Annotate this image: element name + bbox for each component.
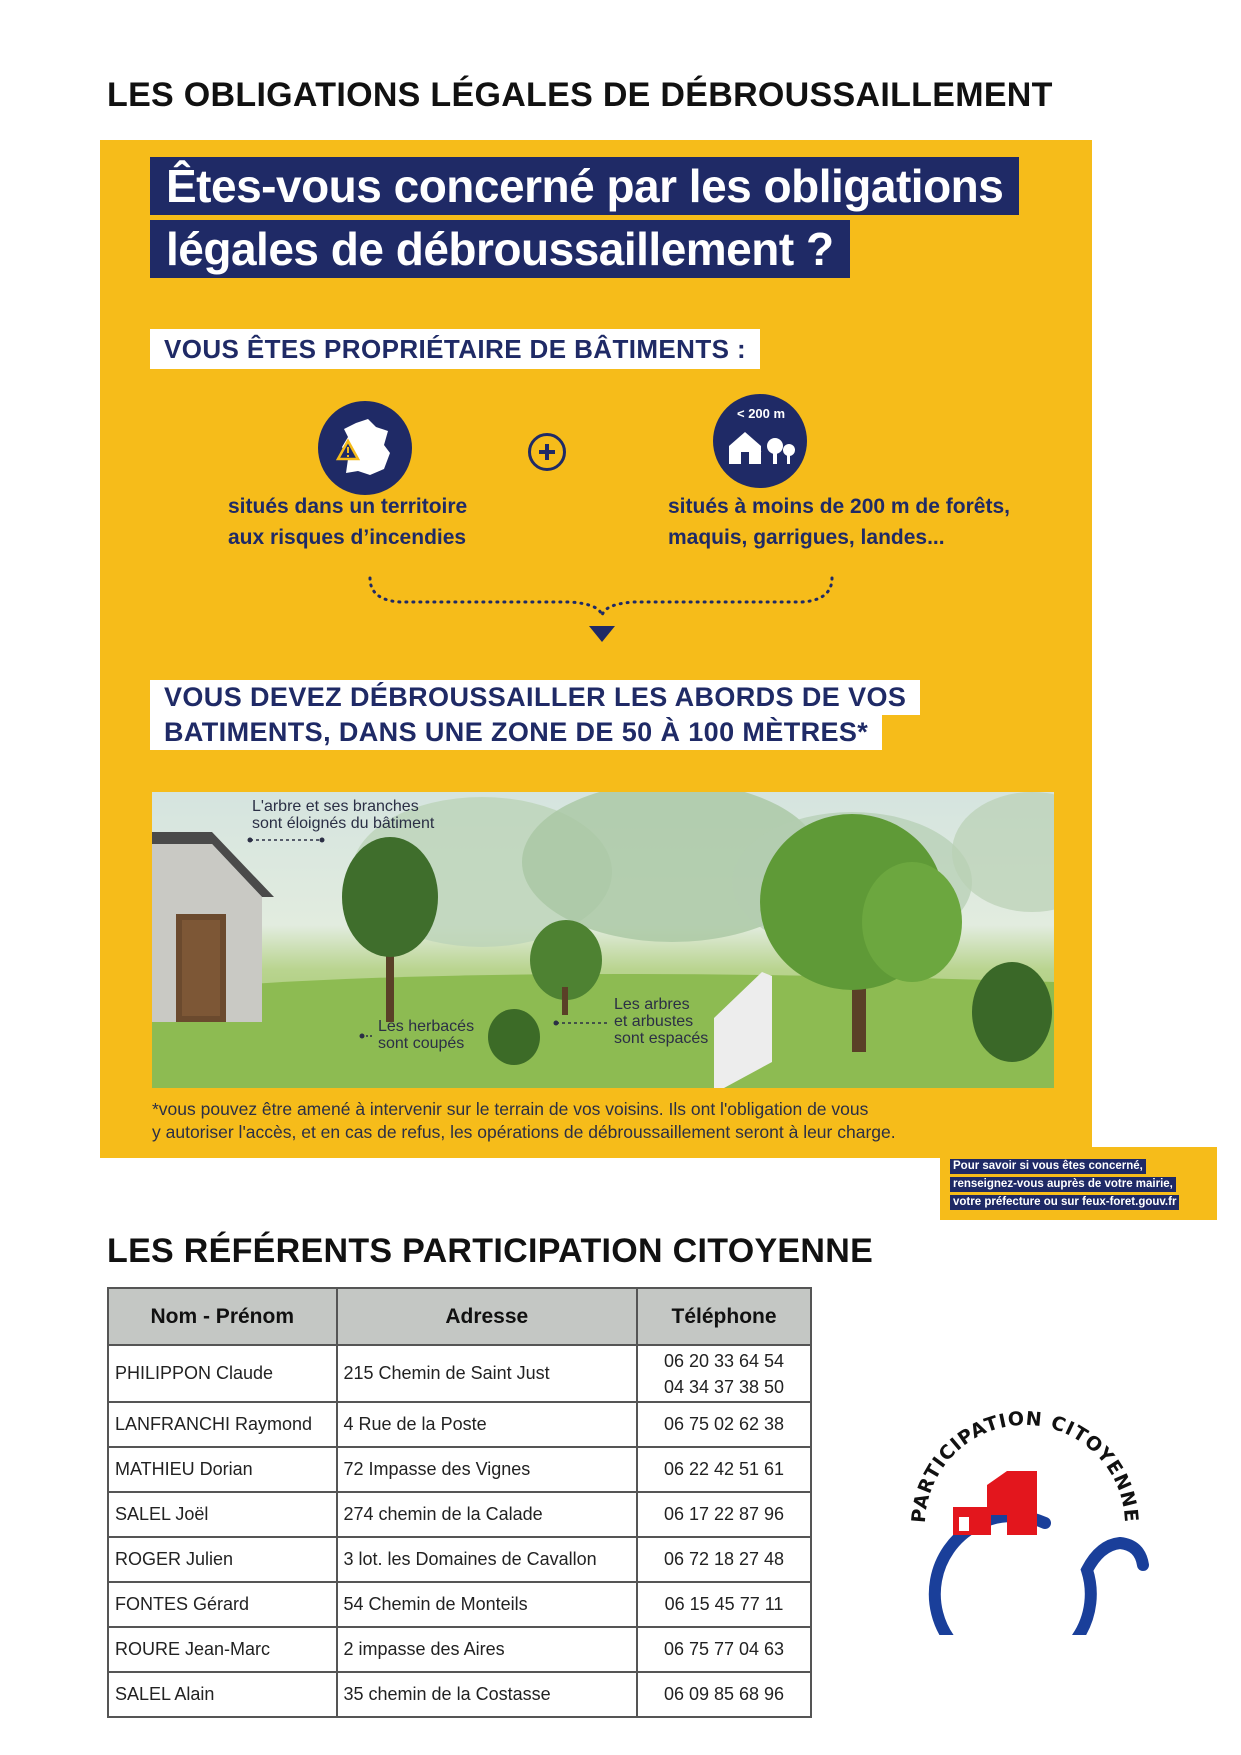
table-row	[108, 1492, 811, 1537]
cell-phone: 06 75 77 04 63	[637, 1627, 811, 1672]
distance-badge: < 200 m	[737, 406, 786, 421]
header-address: Adresse	[337, 1288, 638, 1345]
table-row	[108, 1402, 811, 1447]
info-line2: renseignez-vous auprès de votre mairie,	[950, 1177, 1176, 1192]
cell-phone: 06 09 85 68 96	[637, 1672, 811, 1717]
cell-phone: 06 72 18 27 48	[637, 1537, 811, 1582]
cell-name: SALEL Alain	[108, 1672, 337, 1717]
info-line3: votre préfecture ou sur feux-foret.gouv.fr	[950, 1195, 1179, 1210]
owner-banner: VOUS ÊTES PROPRIÉTAIRE DE BÂTIMENTS :	[150, 329, 760, 369]
cell-address: 215 Chemin de Saint Just	[337, 1345, 638, 1402]
duty-banner-line1: VOUS DEVEZ DÉBROUSSAILLER LES ABORDS DE VOS	[150, 680, 920, 715]
cell-address: 4 Rue de la Poste	[337, 1402, 638, 1447]
poster-headline-line1: Êtes-vous concerné par les obligations	[150, 157, 1019, 215]
cell-address: 2 impasse des Aires	[337, 1627, 638, 1672]
table-row	[108, 1627, 811, 1672]
phone-secondary: 04 34 37 38 50	[663, 1376, 785, 1397]
left-caption-line1: situés dans un territoire	[228, 495, 468, 518]
cell-name: LANFRANCHI Raymond	[108, 1402, 337, 1447]
clearing-illustration	[152, 792, 1054, 1088]
cell-address: 72 Impasse des Vignes	[337, 1447, 638, 1492]
info-box	[940, 1147, 1217, 1220]
cell-phone: 06 22 42 51 61	[637, 1447, 811, 1492]
header-name: Nom - Prénom	[108, 1288, 337, 1345]
label-grass-line2: sont coupés	[378, 1035, 465, 1052]
footnote-line1: *vous pouvez être amené à intervenir sur le terrain de vos voisins. Ils ont l'obligation de vous	[152, 1099, 869, 1119]
cell-phone: 06 75 02 62 38	[637, 1402, 811, 1447]
phone-primary: 06 20 33 64 54	[663, 1350, 785, 1371]
page-title-referents: LES RÉFÉRENTS PARTICIPATION CITOYENNE	[107, 1232, 874, 1270]
duty-banner-line2: BATIMENTS, DANS UNE ZONE DE 50 À 100 MÈTRES*	[150, 715, 882, 750]
header-phone: Téléphone	[637, 1288, 811, 1345]
right-caption-line1: situés à moins de 200 m de forêts,	[668, 495, 1010, 518]
info-line1: Pour savoir si vous êtes concerné,	[950, 1159, 1146, 1174]
table-header-row	[108, 1288, 811, 1345]
participation-citoyenne-logo	[895, 1385, 1155, 1635]
table-row	[108, 1672, 811, 1717]
cell-phone: 06 17 22 87 96	[637, 1492, 811, 1537]
cell-phone	[637, 1345, 811, 1402]
label-trees-line3: sont espacés	[614, 1030, 709, 1047]
logo-text: PARTICIPATION CITOYENNE	[907, 1407, 1143, 1524]
page-title-obligations: LES OBLIGATIONS LÉGALES DE DÉBROUSSAILLEMENT	[107, 76, 1053, 114]
cell-address: 35 chemin de la Costasse	[337, 1672, 638, 1717]
footnote-line2: y autoriser l'accès, et en cas de refus, les opérations de débroussaillement seront à leur charge.	[152, 1122, 896, 1142]
cell-name: ROGER Julien	[108, 1537, 337, 1582]
label-trees-line2: et arbustes	[614, 1013, 694, 1030]
right-caption-line2: maquis, garrigues, landes...	[668, 526, 945, 549]
poster-footnote	[152, 1098, 1052, 1144]
label-trees-line1: Les arbres	[614, 996, 690, 1013]
cell-name: ROURE Jean-Marc	[108, 1627, 337, 1672]
cell-phone: 06 15 45 77 11	[637, 1582, 811, 1627]
cell-address: 274 chemin de la Calade	[337, 1492, 638, 1537]
cell-name: SALEL Joël	[108, 1492, 337, 1537]
cell-address: 3 lot. les Domaines de Cavallon	[337, 1537, 638, 1582]
label-grass-line1: Les herbacés	[378, 1018, 475, 1035]
logo-house-window	[959, 1517, 969, 1531]
debroussaillement-poster	[100, 140, 1092, 1158]
referents-table	[107, 1287, 812, 1718]
label-tree-line1: L'arbre et ses branches	[252, 798, 419, 815]
table-row	[108, 1345, 811, 1402]
cell-address: 54 Chemin de Monteils	[337, 1582, 638, 1627]
cell-name: MATHIEU Dorian	[108, 1447, 337, 1492]
dotted-connector	[100, 140, 1092, 660]
table-row	[108, 1447, 811, 1492]
table-row	[108, 1537, 811, 1582]
label-tree-line2: sont éloignés du bâtiment	[252, 815, 435, 832]
cell-name: FONTES Gérard	[108, 1582, 337, 1627]
poster-headline-line2: légales de débroussaillement ?	[150, 220, 850, 278]
left-caption-line2: aux risques d’incendies	[228, 526, 467, 549]
table-row	[108, 1582, 811, 1627]
cell-name: PHILIPPON Claude	[108, 1345, 337, 1402]
